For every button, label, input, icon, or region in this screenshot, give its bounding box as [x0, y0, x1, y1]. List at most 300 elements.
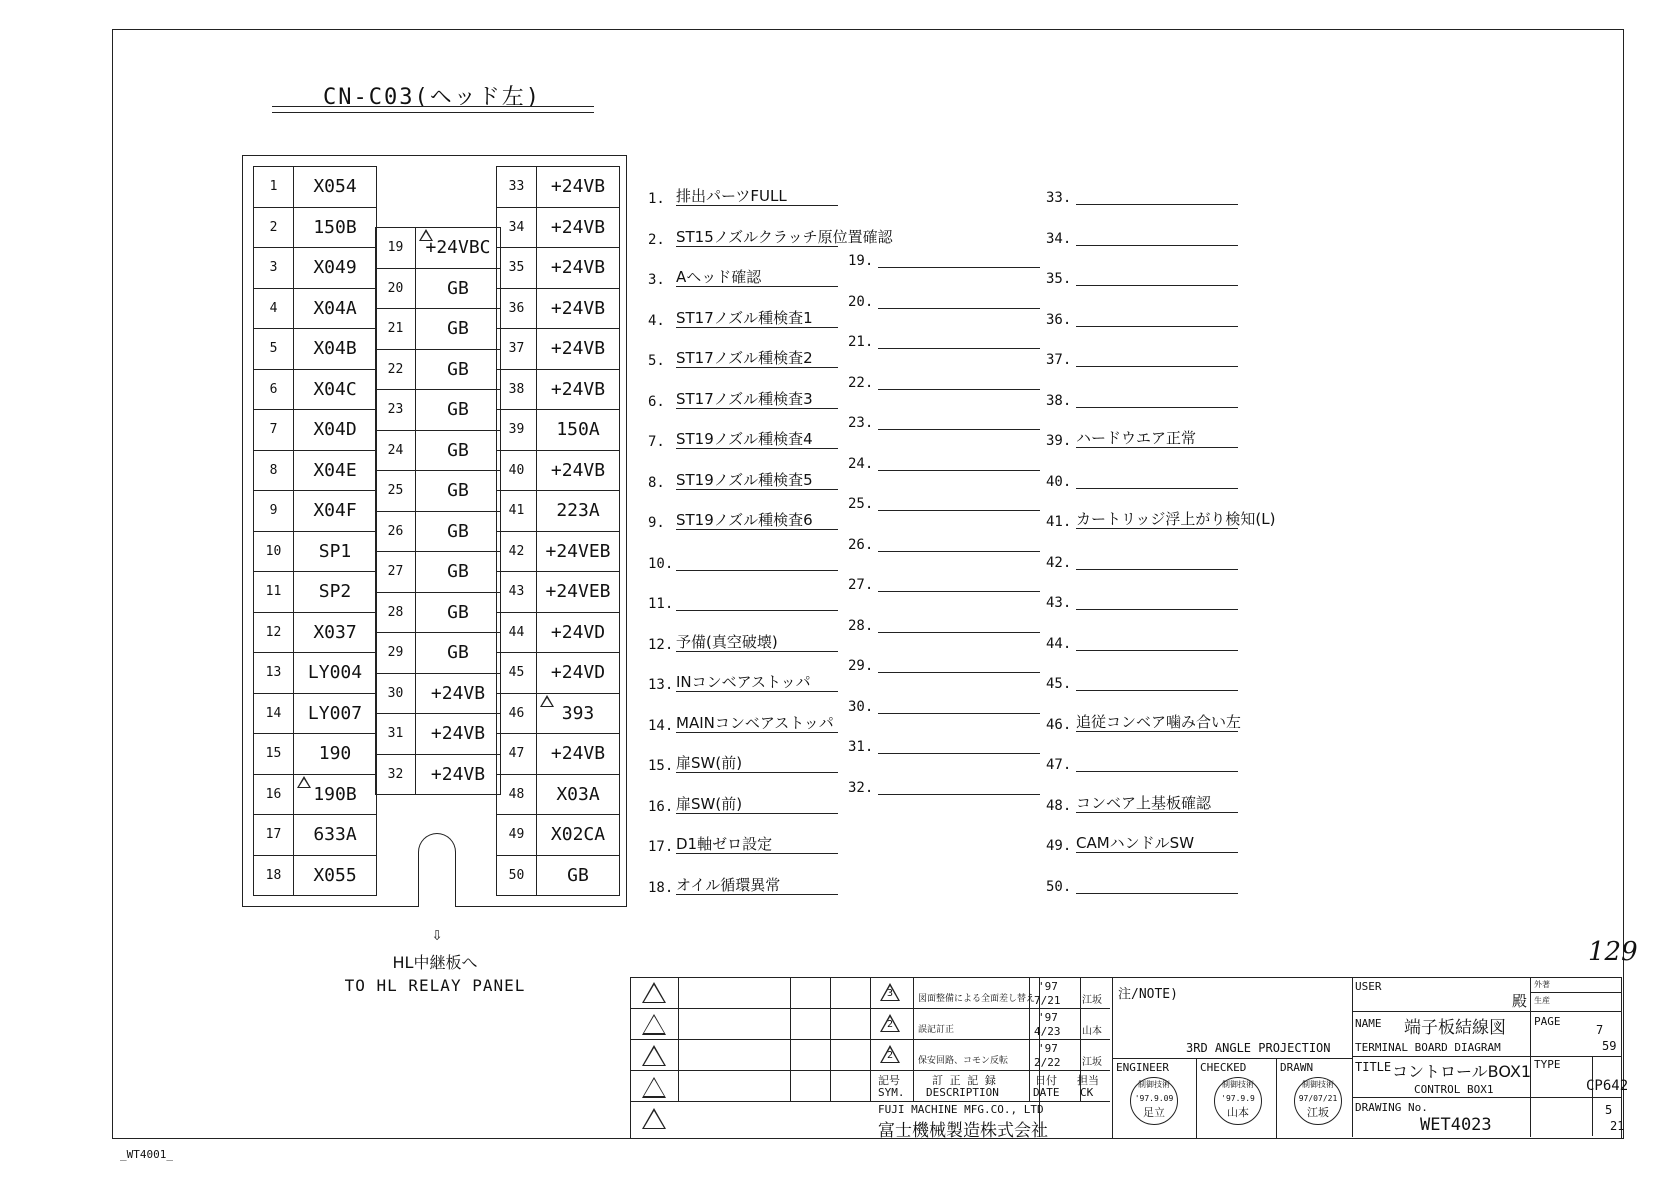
pin-signal-label: 393: [561, 702, 595, 724]
pin-signal: [294, 369, 377, 410]
signal-number: 12.: [648, 636, 674, 653]
pin-signal-label: X02CA: [550, 824, 606, 846]
pin-number: 49: [497, 815, 537, 856]
pin-signal: [537, 288, 620, 329]
type-value: CP642: [1586, 1078, 1629, 1094]
pin-signal: [537, 774, 620, 815]
sheet-number: 5: [1605, 1103, 1613, 1117]
down-arrow-icon: ⇩: [431, 924, 443, 945]
drawn-stamp: [1294, 1077, 1342, 1125]
pin-row: [254, 288, 377, 329]
pin-row: [497, 167, 620, 208]
pin-signal: [294, 288, 377, 329]
signal-underline: [878, 672, 1040, 673]
signal-description: ST17ノズル種検査1: [676, 308, 813, 327]
signal-description: ST17ノズル種検査3: [676, 389, 813, 408]
signal-number: 32.: [848, 779, 874, 796]
signal-entry: [1046, 879, 1071, 895]
pin-number: 26: [376, 511, 416, 552]
pin-signal-label: 150A: [556, 419, 600, 441]
signal-entry: [1046, 636, 1071, 652]
signal-number: 31.: [848, 739, 874, 755]
pin-signal: [294, 653, 377, 694]
pin-signal: [416, 430, 501, 471]
signal-underline: [1076, 771, 1238, 772]
grid-line: [1592, 1056, 1593, 1136]
signal-underline: [676, 205, 838, 206]
signal-number: 44.: [1046, 635, 1072, 652]
pin-row: [254, 855, 377, 896]
signal-number: 5.: [648, 353, 665, 369]
signal-underline: [1076, 366, 1238, 367]
signal-number: 19.: [848, 253, 874, 269]
pin-signal-label: +24VD: [550, 621, 606, 643]
signal-number: 36.: [1046, 311, 1072, 328]
signal-entry: [848, 658, 873, 674]
pin-row: [497, 207, 620, 248]
signal-number: 43.: [1046, 595, 1072, 611]
signal-entry: [648, 713, 834, 734]
pin-signal: [416, 390, 501, 431]
signal-underline: [676, 853, 838, 854]
pin-number: 37: [497, 329, 537, 370]
signal-description: ST19ノズル種検査5: [676, 470, 813, 489]
revision-description: 誤記訂正: [918, 1025, 955, 1035]
pin-row: [376, 349, 501, 390]
signal-description: 排出パーツFULL: [676, 187, 787, 205]
pin-number: 17: [254, 815, 294, 856]
signal-number: 11.: [648, 596, 674, 612]
pin-number: 6: [254, 369, 294, 410]
page-number: 7: [1596, 1023, 1604, 1037]
signal-underline: [676, 286, 838, 287]
pin-signal-label: LY007: [307, 702, 363, 724]
signal-number: 10.: [648, 555, 674, 572]
signal-number: 30.: [848, 698, 874, 715]
pin-signal-label: 190: [318, 743, 352, 765]
pin-signal: [416, 268, 501, 309]
pin-row: [254, 734, 377, 775]
pin-signal: [416, 471, 501, 512]
signal-description: ST17ノズル種検査2: [676, 349, 813, 367]
pin-row: [254, 653, 377, 694]
pin-row: [497, 369, 620, 410]
pin-signal: [537, 693, 620, 734]
pin-signal-label: 150B: [313, 216, 357, 238]
pin-signal-label: +24VB: [550, 743, 606, 765]
signal-underline: [1076, 852, 1238, 853]
pin-number: 41: [497, 491, 537, 532]
signal-description: ST19ノズル種検査6: [676, 511, 813, 529]
signal-description: 扉SW(前): [676, 794, 743, 813]
pin-signal: [294, 855, 377, 896]
signal-number: 23.: [848, 415, 874, 431]
pin-number: 16: [254, 774, 294, 815]
signal-entry: [1046, 712, 1242, 733]
revision-triangle-icon: [642, 1108, 666, 1129]
pin-row: [376, 754, 501, 795]
signal-underline: [1076, 488, 1238, 489]
pin-signal: [537, 531, 620, 572]
title-jp: コントロールBOX1: [1392, 1062, 1532, 1081]
signal-entry: [1046, 595, 1071, 611]
signal-underline: [676, 327, 838, 328]
pin-signal: [416, 349, 501, 390]
pin-signal: [537, 855, 620, 896]
rev-header-ck-jp: 担当: [1077, 1074, 1099, 1087]
pin-number: 39: [497, 410, 537, 451]
signal-number: 3.: [648, 272, 665, 288]
signal-entry: [648, 673, 811, 693]
signal-entry: [848, 334, 873, 350]
projection-label: 3RD ANGLE PROJECTION: [1186, 1041, 1331, 1055]
pin-signal-label: GB: [447, 399, 469, 421]
signal-entry: [1046, 231, 1071, 247]
revision-description: 図面整備による全面差し替え: [918, 994, 1036, 1004]
revision-description: 保安回路、コモン反転: [918, 1056, 1009, 1066]
connector-key-notch: [418, 833, 456, 907]
stamp-text: 制御技術: [1138, 1080, 1170, 1089]
signal-underline: [1076, 326, 1238, 327]
signal-underline: [676, 732, 838, 733]
revision-date: 7/21: [1034, 994, 1061, 1007]
signal-underline: [878, 632, 1040, 633]
pin-signal-label: X049: [313, 257, 357, 279]
pin-number: 33: [497, 167, 537, 208]
user-suffix: 殿: [1512, 992, 1528, 1010]
signal-entry: [848, 375, 873, 391]
signal-underline: [1076, 731, 1238, 732]
pin-number: 36: [497, 288, 537, 329]
pin-row: [254, 491, 377, 532]
pin-row: [497, 734, 620, 775]
pin-signal-label: GB: [447, 520, 469, 542]
signal-entry: [648, 268, 762, 288]
pin-number: 38: [497, 369, 537, 410]
signal-number: 38.: [1046, 392, 1072, 409]
signal-description: オイル循環異常: [676, 875, 781, 894]
engineer-label: ENGINEER: [1116, 1061, 1169, 1074]
signal-number: 7.: [648, 434, 665, 450]
signal-entry: [1046, 393, 1071, 409]
pin-signal-label: X054: [313, 176, 357, 198]
signal-number: 49.: [1046, 838, 1072, 854]
type-label: TYPE: [1534, 1058, 1561, 1071]
signal-number: 16.: [648, 798, 674, 815]
pin-row: [254, 410, 377, 451]
title-en: CONTROL BOX1: [1414, 1083, 1494, 1096]
pin-number: 20: [376, 268, 416, 309]
pin-signal: [537, 167, 620, 208]
pin-signal: [537, 572, 620, 613]
signal-description: 予備(真空破壊): [676, 632, 778, 651]
connector-left-column: [253, 166, 377, 896]
pin-signal-label: SP1: [318, 540, 352, 562]
signal-number: 24.: [848, 455, 874, 472]
signal-entry: [648, 470, 813, 491]
pin-row: [497, 450, 620, 491]
signal-entry: [1046, 834, 1195, 854]
signal-number: 34.: [1046, 230, 1072, 247]
grid-line: [1352, 1097, 1622, 1098]
signal-number: 21.: [848, 334, 874, 350]
stamp-text: 97/07/21: [1298, 1094, 1338, 1103]
pin-signal: [294, 491, 377, 532]
pin-signal-label: X055: [313, 864, 357, 886]
pin-signal-label: +24VD: [550, 662, 606, 684]
revision-triangle-icon: [540, 695, 554, 707]
pin-row: [497, 653, 620, 694]
signal-underline: [878, 591, 1040, 592]
grid-line: [913, 977, 914, 1101]
pin-row: [254, 572, 377, 613]
title-underline: [272, 106, 594, 107]
signal-description: Aヘッド確認: [676, 268, 762, 286]
pin-signal-label: GB: [447, 439, 469, 461]
signal-entry: [648, 754, 743, 774]
pin-number: 24: [376, 430, 416, 471]
pin-row: [497, 815, 620, 856]
signal-number: 17.: [648, 839, 674, 855]
pin-signal-label: +24VB: [550, 216, 606, 238]
pin-number: 18: [254, 855, 294, 896]
footer-code: _WT4001_: [120, 1148, 173, 1161]
pin-row: [497, 531, 620, 572]
pin-row: [497, 491, 620, 532]
pin-row: [254, 329, 377, 370]
pin-signal: [294, 774, 377, 815]
signal-entry: [1046, 757, 1071, 773]
signal-entry: [848, 577, 873, 593]
pin-signal-label: GB: [447, 642, 469, 664]
signal-underline: [676, 448, 838, 449]
pin-signal: [416, 309, 501, 350]
pin-row: [376, 673, 501, 714]
signal-underline: [1076, 569, 1238, 570]
pin-signal: [537, 734, 620, 775]
pin-number: 3: [254, 248, 294, 289]
signal-entry: [848, 780, 873, 796]
signal-number: 13.: [648, 677, 674, 693]
pin-row: [254, 612, 377, 653]
pin-number: 35: [497, 248, 537, 289]
pin-signal-label: X04B: [313, 338, 357, 360]
signal-entry: [848, 456, 873, 472]
pin-signal: [294, 248, 377, 289]
name-label: NAME: [1355, 1017, 1382, 1030]
signal-underline: [1076, 650, 1238, 651]
revision-year: '97: [1038, 1042, 1058, 1055]
signal-number: 46.: [1046, 716, 1072, 733]
signal-number: 29.: [848, 658, 874, 674]
signal-underline: [676, 772, 838, 773]
pin-number: 21: [376, 309, 416, 350]
signal-number: 35.: [1046, 271, 1072, 287]
signal-description: カートリッジ浮上がり検知(L): [1076, 510, 1276, 528]
stamp-text: 山本: [1227, 1106, 1249, 1119]
signal-number: 9.: [648, 515, 665, 531]
signal-entry: [648, 596, 673, 612]
pin-signal: [416, 552, 501, 593]
pin-signal: [294, 734, 377, 775]
signal-number: 48.: [1046, 797, 1072, 814]
grid-line: [1196, 1058, 1197, 1138]
pin-number: 4: [254, 288, 294, 329]
revision-triangle-icon: [297, 776, 311, 788]
pin-signal-label: GB: [447, 277, 469, 299]
pin-row: [376, 633, 501, 674]
pin-number: 19: [376, 228, 416, 269]
pin-signal-label: X04E: [313, 459, 357, 481]
checked-label: CHECKED: [1200, 1061, 1247, 1074]
pin-number: 10: [254, 531, 294, 572]
pin-signal-label: +24VB: [550, 257, 606, 279]
revision-triangle-icon: [642, 1014, 666, 1035]
pin-signal: [294, 531, 377, 572]
drawn-label: DRAWN: [1280, 1061, 1314, 1074]
signal-underline: [676, 813, 838, 814]
pin-row: [254, 248, 377, 289]
pin-signal: [416, 673, 501, 714]
page-total: 59: [1602, 1039, 1617, 1053]
signal-underline: [1076, 893, 1238, 894]
signal-underline: [878, 794, 1040, 795]
signal-underline: [1076, 812, 1238, 813]
signal-entry: [1046, 429, 1197, 449]
signal-underline: [676, 367, 838, 368]
signal-number: 47.: [1046, 757, 1072, 773]
pin-row: [254, 207, 377, 248]
pin-signal: [416, 754, 501, 795]
pin-signal: [294, 410, 377, 451]
signal-entry: [648, 556, 673, 572]
pin-signal-label: 633A: [313, 824, 357, 846]
pin-signal-label: GB: [447, 358, 469, 380]
grid-line: [830, 977, 831, 1101]
pin-signal-label: +24VB: [550, 338, 606, 360]
pin-signal-label: SP2: [318, 581, 352, 603]
revision-date: 2/22: [1034, 1056, 1061, 1069]
signal-number: 6.: [648, 393, 665, 410]
pin-signal-label: 223A: [556, 500, 600, 522]
pin-number: 22: [376, 349, 416, 390]
pin-row: [254, 167, 377, 208]
stamp-text: 制御技術: [1222, 1080, 1254, 1089]
pin-signal: [294, 167, 377, 208]
pin-row: [497, 572, 620, 613]
signal-number: 22.: [848, 374, 874, 391]
revision-triangle-icon: [642, 982, 666, 1003]
signal-description: MAINコンベアストッパ: [676, 713, 834, 732]
relay-label-en: TO HL RELAY PANEL: [344, 976, 526, 995]
pin-signal: [294, 207, 377, 248]
signal-entry: [1046, 793, 1212, 814]
pin-row: [254, 774, 377, 815]
rev-header-desc: DESCRIPTION: [926, 1086, 999, 1099]
signal-number: 40.: [1046, 473, 1072, 490]
pin-signal: [416, 511, 501, 552]
signal-entry: [648, 511, 813, 531]
signal-number: 20.: [848, 293, 874, 310]
pin-signal-label: +24VB: [430, 763, 486, 785]
pin-row: [254, 531, 377, 572]
grid-line: [1530, 1097, 1531, 1098]
signal-entry: [1046, 510, 1276, 530]
pin-row: [376, 309, 501, 350]
signal-underline: [1076, 204, 1238, 205]
pin-number: 9: [254, 491, 294, 532]
pin-row: [497, 410, 620, 451]
pin-signal: [294, 572, 377, 613]
signal-entry: [848, 699, 873, 715]
signal-entry: [848, 415, 873, 431]
pin-number: 14: [254, 693, 294, 734]
signal-description: D1軸ゼロ設定: [676, 835, 773, 853]
grid-line: [870, 977, 871, 1101]
signal-underline: [676, 408, 838, 409]
pin-signal: [294, 329, 377, 370]
signal-number: 41.: [1046, 514, 1072, 530]
pin-number: 44: [497, 612, 537, 653]
grid-line: [1530, 992, 1622, 993]
signal-entry: [848, 253, 873, 269]
pin-signal: [294, 612, 377, 653]
signal-number: 27.: [848, 577, 874, 593]
company-name-en: FUJI MACHINE MFG.CO., LTD: [878, 1103, 1044, 1116]
pin-signal: [537, 369, 620, 410]
revision-checker: 江坂: [1082, 995, 1102, 1006]
signal-underline: [676, 529, 838, 530]
checked-stamp: [1214, 1077, 1262, 1125]
pin-signal-label: +24VBC: [425, 237, 491, 259]
signal-number: 26.: [848, 536, 874, 553]
pin-number: 50: [497, 855, 537, 896]
revision-triangle-icon: [642, 1045, 666, 1066]
grid-line: [1112, 1058, 1352, 1059]
signal-number: 37.: [1046, 352, 1072, 368]
pin-number: 48: [497, 774, 537, 815]
grid-line: [1276, 1058, 1277, 1138]
pin-number: 28: [376, 592, 416, 633]
connector-middle-column: [375, 227, 501, 795]
pin-number: 47: [497, 734, 537, 775]
signal-entry: [1046, 271, 1071, 287]
signal-underline: [1076, 407, 1238, 408]
signal-entry: [1046, 312, 1071, 328]
signal-underline: [676, 894, 838, 895]
pin-signal-label: GB: [447, 480, 469, 502]
pin-signal: [537, 450, 620, 491]
pin-signal-label: X037: [313, 621, 357, 643]
revision-number: 2: [886, 1019, 894, 1030]
pin-signal-label: +24VB: [550, 459, 606, 481]
pin-number: 45: [497, 653, 537, 694]
pin-signal-label: GB: [567, 864, 589, 886]
pin-signal: [294, 450, 377, 491]
revision-triangle-icon: [642, 1077, 666, 1098]
signal-underline: [676, 246, 838, 247]
pin-row: [376, 511, 501, 552]
pin-signal-label: LY004: [307, 662, 363, 684]
pin-signal: [537, 612, 620, 653]
pin-row: [254, 815, 377, 856]
pin-row: [376, 471, 501, 512]
pin-signal-label: +24VEB: [545, 581, 611, 603]
signal-number: 4.: [648, 312, 665, 329]
pin-signal-label: +24VB: [550, 176, 606, 198]
signal-number: 18.: [648, 879, 674, 896]
signal-entry: [648, 835, 773, 855]
